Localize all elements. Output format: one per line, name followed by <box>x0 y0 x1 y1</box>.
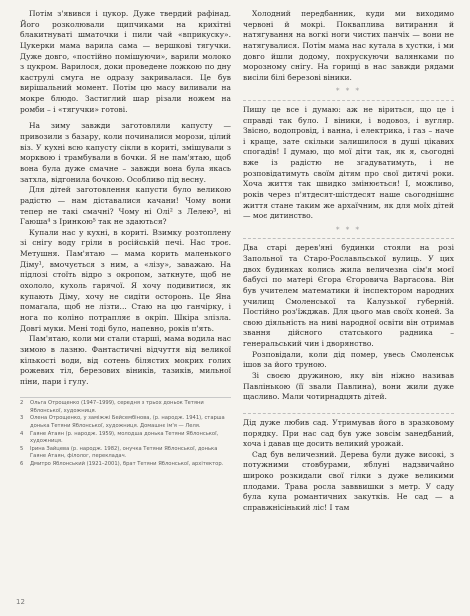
footnotes <box>20 397 231 468</box>
right-column <box>243 9 454 514</box>
section-separator: * * * <box>336 87 361 96</box>
paragraph: Розповідали, коли дід помер, увесь Смоленськ ішов за його труною. <box>243 349 454 370</box>
paragraph: Для дітей заготовлення капусти було великою радістю — нам діставалися качани! Чому вони тепер не такі смачні? Чому ні Олі² з Лелею³, ні Гаюша⁴ з Іринкою⁵ так не здаються? <box>20 185 231 227</box>
paragraph: Купали нас у кухні, в кориті. Взимку розтоплену зі снігу воду гріли в російській печі. Нас троє. Метушня. Пам'ятаю — мама корить маленького Діму¹, вмочується з ним, а «лізу», заважаю. На підлозі стоїть відро з окропом, заткнуте, щоб не охололо, кухоль гарячої. Я хочу подивитися, як купають Діму, хочу не сидіти осторонь. Це Яна помагала, щоб не лізти... Стаю на цю ганчірку, і нога по коліно потрапляє в окріп. Шкіра злізла. Довгі муки. Мені тоді було, напевно, років п'ять. <box>20 227 231 333</box>
paragraph: Сад був величезний. Дерева були дуже високі, з потужними стовбурами, яблуні надзвичайно широко розкидали свої гілки з дуже великими плодами. Трава росла завввишки з метр. У саду була купа романтичних закутків. Не сад — а справжнісінький ліс! І там <box>243 449 454 513</box>
footnote: 5 Ірина Зайцева (р. народж. 1982), онучка Тетяни Яблонської, донька Гаяне Атаян, філолог, перекладач. <box>20 445 218 460</box>
paragraph: Зі своєю дружиною, яку він ніжно називав Павлінькою (її звали Павлина), вони жили дуже щасливо. Мали чотирнадцять дітей. <box>243 371 454 402</box>
paragraph: Пишу це все і думаю: аж не віриться, що це і справді так було. І віники, і водовоз, і вугляр. Звісно, водопровід, і ванна, і електрика, і газ – наче і краще, зате скільки залишилося в душі цікавих спогадів! І думаю, що мої діти так, як я, сьогодні вже із радістю не згадуватимуть, і не розповідатимуть своїм дітям про свої дитячі роки. Хоча життя так швидко змінюється! І, можливо, років через п'ятдесят-шістдесят наше сьогоднішнє життя стане таким же архаїчним, як для моїх дітей — моє дитинство. <box>243 104 454 221</box>
footnote: 6 Дмитро Яблонський (1921–2001), брат Тетяни Яблонської, архітектор. <box>20 460 224 467</box>
footnote: 4 Гаяне Атаян (р. народж. 1959), молодша донька Тетяни Яблонської, художниця. <box>20 430 219 445</box>
paragraph: Дід дуже любив сад. Утримував його в зразковому порядку. При нас сад був уже зовсім занедбаний, хоча і давав ще досить великий урожай. <box>243 417 454 449</box>
paragraph: Холодний передбанник, куди ми виходимо червоні й мокрі. Покваплива витирання й натягування на вогкі ноги чистих панчіх — вони не натягувалися. Потім мама нас кутала в хустки, і ми довго йшли додому, похрускуючи валянками по морозному снігу. На горищі в нас завжди рядами висіли білі березові віники. <box>243 9 454 82</box>
dashed-divider <box>243 100 454 101</box>
footnote: 3 Олена Отрощенко, у заміжжі Бейсембінова, (р. народж. 1941), старша донька Тетяни Яблонської, художниця. Домашнє ім'я — Леля. <box>20 415 225 430</box>
dashed-divider <box>243 413 454 414</box>
dashed-divider <box>243 238 454 239</box>
paragraph: Пам'ятаю, коли ми стали старші, мама водила нас зимою в лазню. Фантастичні відчуття від великої кількості води, від сотень білястих мокрих голих рожевих тіл, березових віників, тазиків, мильної піни, пари і гулу. <box>20 334 231 386</box>
paragraph: Потім з'явився і цукор. Дуже твердий рафінад. Його розколювали щипчиками на крихітні блакитнуваті шматочки і пили чай «вприкуску». Цукерки мама варила сама — вершкові тягучки. Дуже довго, «постійно помішуючи», варили молоко з цукром. Варилося, доки проведене ложкою по дну каструлі смуга не одразу закривалася. Це був вирішальний момент. Потім цю масу виливали на мокре блюдо. Застиглий шар різали ножем на ромби – і «тягучки» готові. <box>20 9 231 114</box>
section-separator: * * * <box>336 225 361 234</box>
paragraph: На зиму завжди заготовляли капусту — привозили з базару, коли починалися морози, цілий віз. У кухні всю капусту сікли в кориті, змішували з морквою і трамбували в бочки. Я не пам'ятаю, щоб вона була дуже смачне – завжди вона була якась затхла, відгонила бочкою. Особливо під весну. <box>20 121 231 184</box>
paragraph: Два старі дерев'яні будинки стояли на розі Запольної та Старо-Рославльської вулиць. У цих двох будинках колись жила величезна сім'я моєї бабусі по матері Єгора Єгоровича Варгасова. Він був учителем математики й інспектором народних училищ Смоленської та Калузької губерній. Постійно роз'їжджав. Для цього мав своїх коней. За свою діяльність на ниві народної освіти він отримав звання дійсного статського радника – генеральський чин і дворянство. <box>243 243 454 349</box>
footnote: 2 Ольга Отрощенко (1947–1999), середня з трьох доньок Тетяни Яблонської, художниця. <box>20 400 204 414</box>
page-number: 12 <box>16 598 25 606</box>
left-column <box>20 9 231 468</box>
